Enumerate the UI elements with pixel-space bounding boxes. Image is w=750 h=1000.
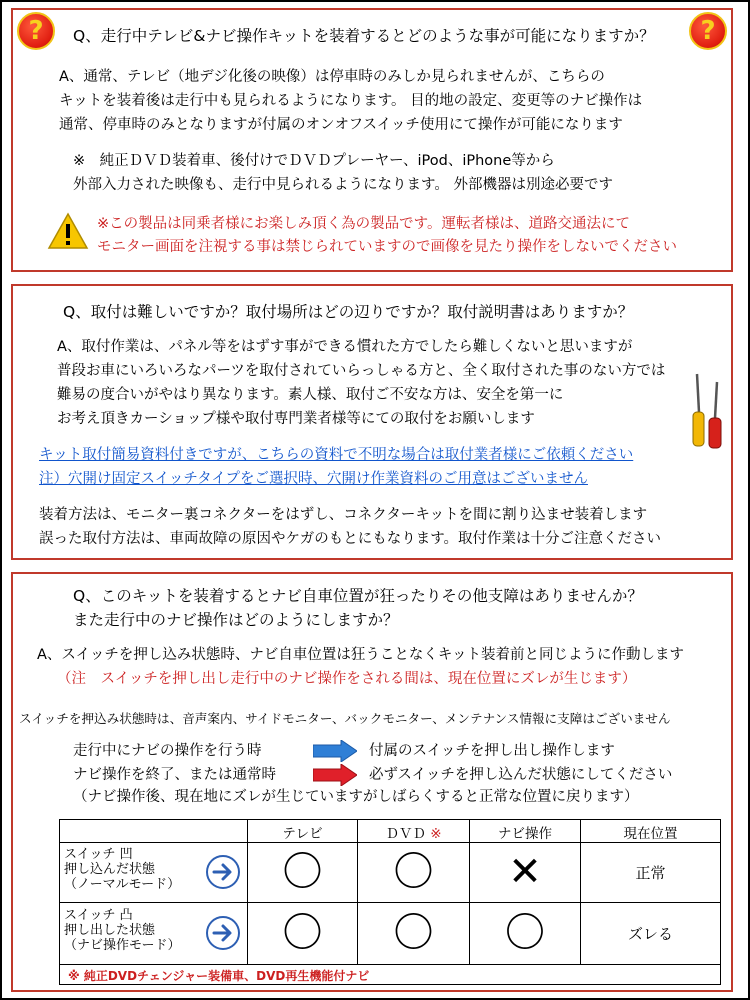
- answer-line: A、通常、テレビ（地デジ化後の映像）は停車時のみしか見られませんが、こちらの: [59, 69, 605, 85]
- dvd-ok-mark: 〇: [393, 849, 434, 895]
- pushed-in-note: スイッチを押込み状態時は、音声案内、サイドモニター、バックモニター、メンテナンス情報に支障はございません: [19, 711, 671, 726]
- header-position: 現在位置: [623, 826, 678, 842]
- tv-ok-mark: 〇: [282, 910, 323, 956]
- dvd-ok-mark: 〇: [393, 910, 434, 956]
- table-note: ※ 純正DVDチェンジャー装備車、DVD再生機能付ナビ: [68, 969, 370, 983]
- note-line: 外部入力された映像も、走行中見られるようになります。 外部機器は別途必要です: [73, 177, 613, 193]
- status-table: [59, 819, 721, 985]
- faq-panel-features: [11, 8, 733, 272]
- question-title: Q、このキットを装着するとナビ自車位置が狂ったりその他支障はありませんか？: [73, 587, 643, 605]
- arrow-circle-icon: [206, 855, 240, 889]
- faq-panel-installation: [11, 284, 733, 560]
- warning-line: モニター画面を注視する事は禁じられていますので画像を見たり操作をしないでください: [97, 239, 677, 255]
- answer-line: お考え頂きカーショップ様や取付専門業者様等にての取付をお願いします: [57, 411, 535, 427]
- answer-line: 普段お車にいろいろなパーツを取付されていらっしゃる方と、全く取付された事のない方では: [57, 363, 666, 379]
- row-label-normal: スイッチ 凹 押し込んだ状態 （ノーマルモード）: [64, 847, 181, 892]
- question-mark-icon: ?: [689, 12, 727, 50]
- position-status: 正常: [635, 864, 666, 882]
- method-line: 誤った取付方法は、車両故障の原因やケガのもとにもなります。取付作業は十分ご注意ください: [39, 531, 662, 547]
- method-line: 装着方法は、モニター裏コネクターをはずし、コネクターキットを間に割り込ませ装着します: [39, 507, 648, 523]
- position-status: ズレる: [627, 925, 673, 943]
- info-link[interactable]: キット取付簡易資料付きですが、こちらの資料で不明な場合は取付業者様にご依頼ください: [39, 447, 634, 463]
- navi-ng-mark: ✕: [508, 849, 542, 895]
- warning-line: ※この製品は同乗者様にお楽しみ頂く為の製品です。運転者様は、道路交通法にて: [97, 216, 630, 232]
- note-line: ※ 純正ＤＶＤ装着車、後付けでＤＶＤプレーヤー、iPod、iPhone等から: [73, 153, 555, 169]
- step-label: ナビ操作を終了、または通常時: [73, 767, 276, 783]
- caution-line: （注 スイッチを押し出し走行中のナビ操作をされる間は、現在位置にズレが生じます）: [57, 671, 637, 687]
- arrow-circle-icon: [206, 916, 240, 950]
- header-tv: テレビ: [282, 826, 323, 842]
- warning-icon: [47, 212, 89, 250]
- answer-line: A、取付作業は、パネル等をはずす事ができる慣れた方でしたら難しくないと思いますが: [57, 339, 633, 355]
- question-title: Q、走行中テレビ&ナビ操作キットを装着するとどのような事が可能になりますか？: [73, 27, 655, 45]
- header-dvd: ＤＶＤ ※: [385, 826, 442, 842]
- question-title: また走行中のナビ操作はどのようにしますか？: [73, 611, 399, 629]
- question-title: Q、取付は難しいですか？取付場所はどの辺りですか？取付説明書はありますか？: [63, 303, 634, 321]
- screwdriver-icon: [685, 372, 729, 450]
- header-navi: ナビ操作: [498, 826, 552, 842]
- step-action: 付属のスイッチを押し出し操作します: [369, 743, 615, 759]
- question-mark-icon: ?: [17, 12, 55, 50]
- answer-line: A、スイッチを押し込み状態時、ナビ自車位置は狂うことなくキット装着前と同じように作動します: [37, 647, 685, 663]
- answer-line: 難易の度合いがやはり異なります。素人様、取付ご不安な方は、安全を第一に: [57, 387, 564, 403]
- row-label-navi-mode: スイッチ 凸 押し出した状態 （ナビ操作モード）: [64, 908, 181, 953]
- info-link[interactable]: 注）穴開け固定スイッチタイプをご選択時、穴開け作業資料のご用意はございません: [39, 471, 588, 487]
- step-label: 走行中にナビの操作を行う時: [73, 743, 262, 759]
- tv-ok-mark: 〇: [282, 849, 323, 895]
- answer-line: キットを装着後は走行中も見られるようになります。 目的地の設定、変更等のナビ操作は: [59, 93, 643, 109]
- faq-panel-navigation: [11, 572, 733, 992]
- arrow-right-blue-icon: [313, 740, 357, 762]
- navi-ok-mark: 〇: [505, 910, 545, 956]
- step-action: 必ずスイッチを押し込んだ状態にしてください: [369, 767, 673, 783]
- arrow-right-red-icon: [313, 764, 357, 786]
- footnote: （ナビ操作後、現在地にズレが生じていますがしばらくすると正常な位置に戻ります）: [73, 789, 639, 805]
- answer-line: 通常、停車時のみとなりますが付属のオンオフスイッチ使用にて操作が可能になります: [59, 117, 623, 133]
